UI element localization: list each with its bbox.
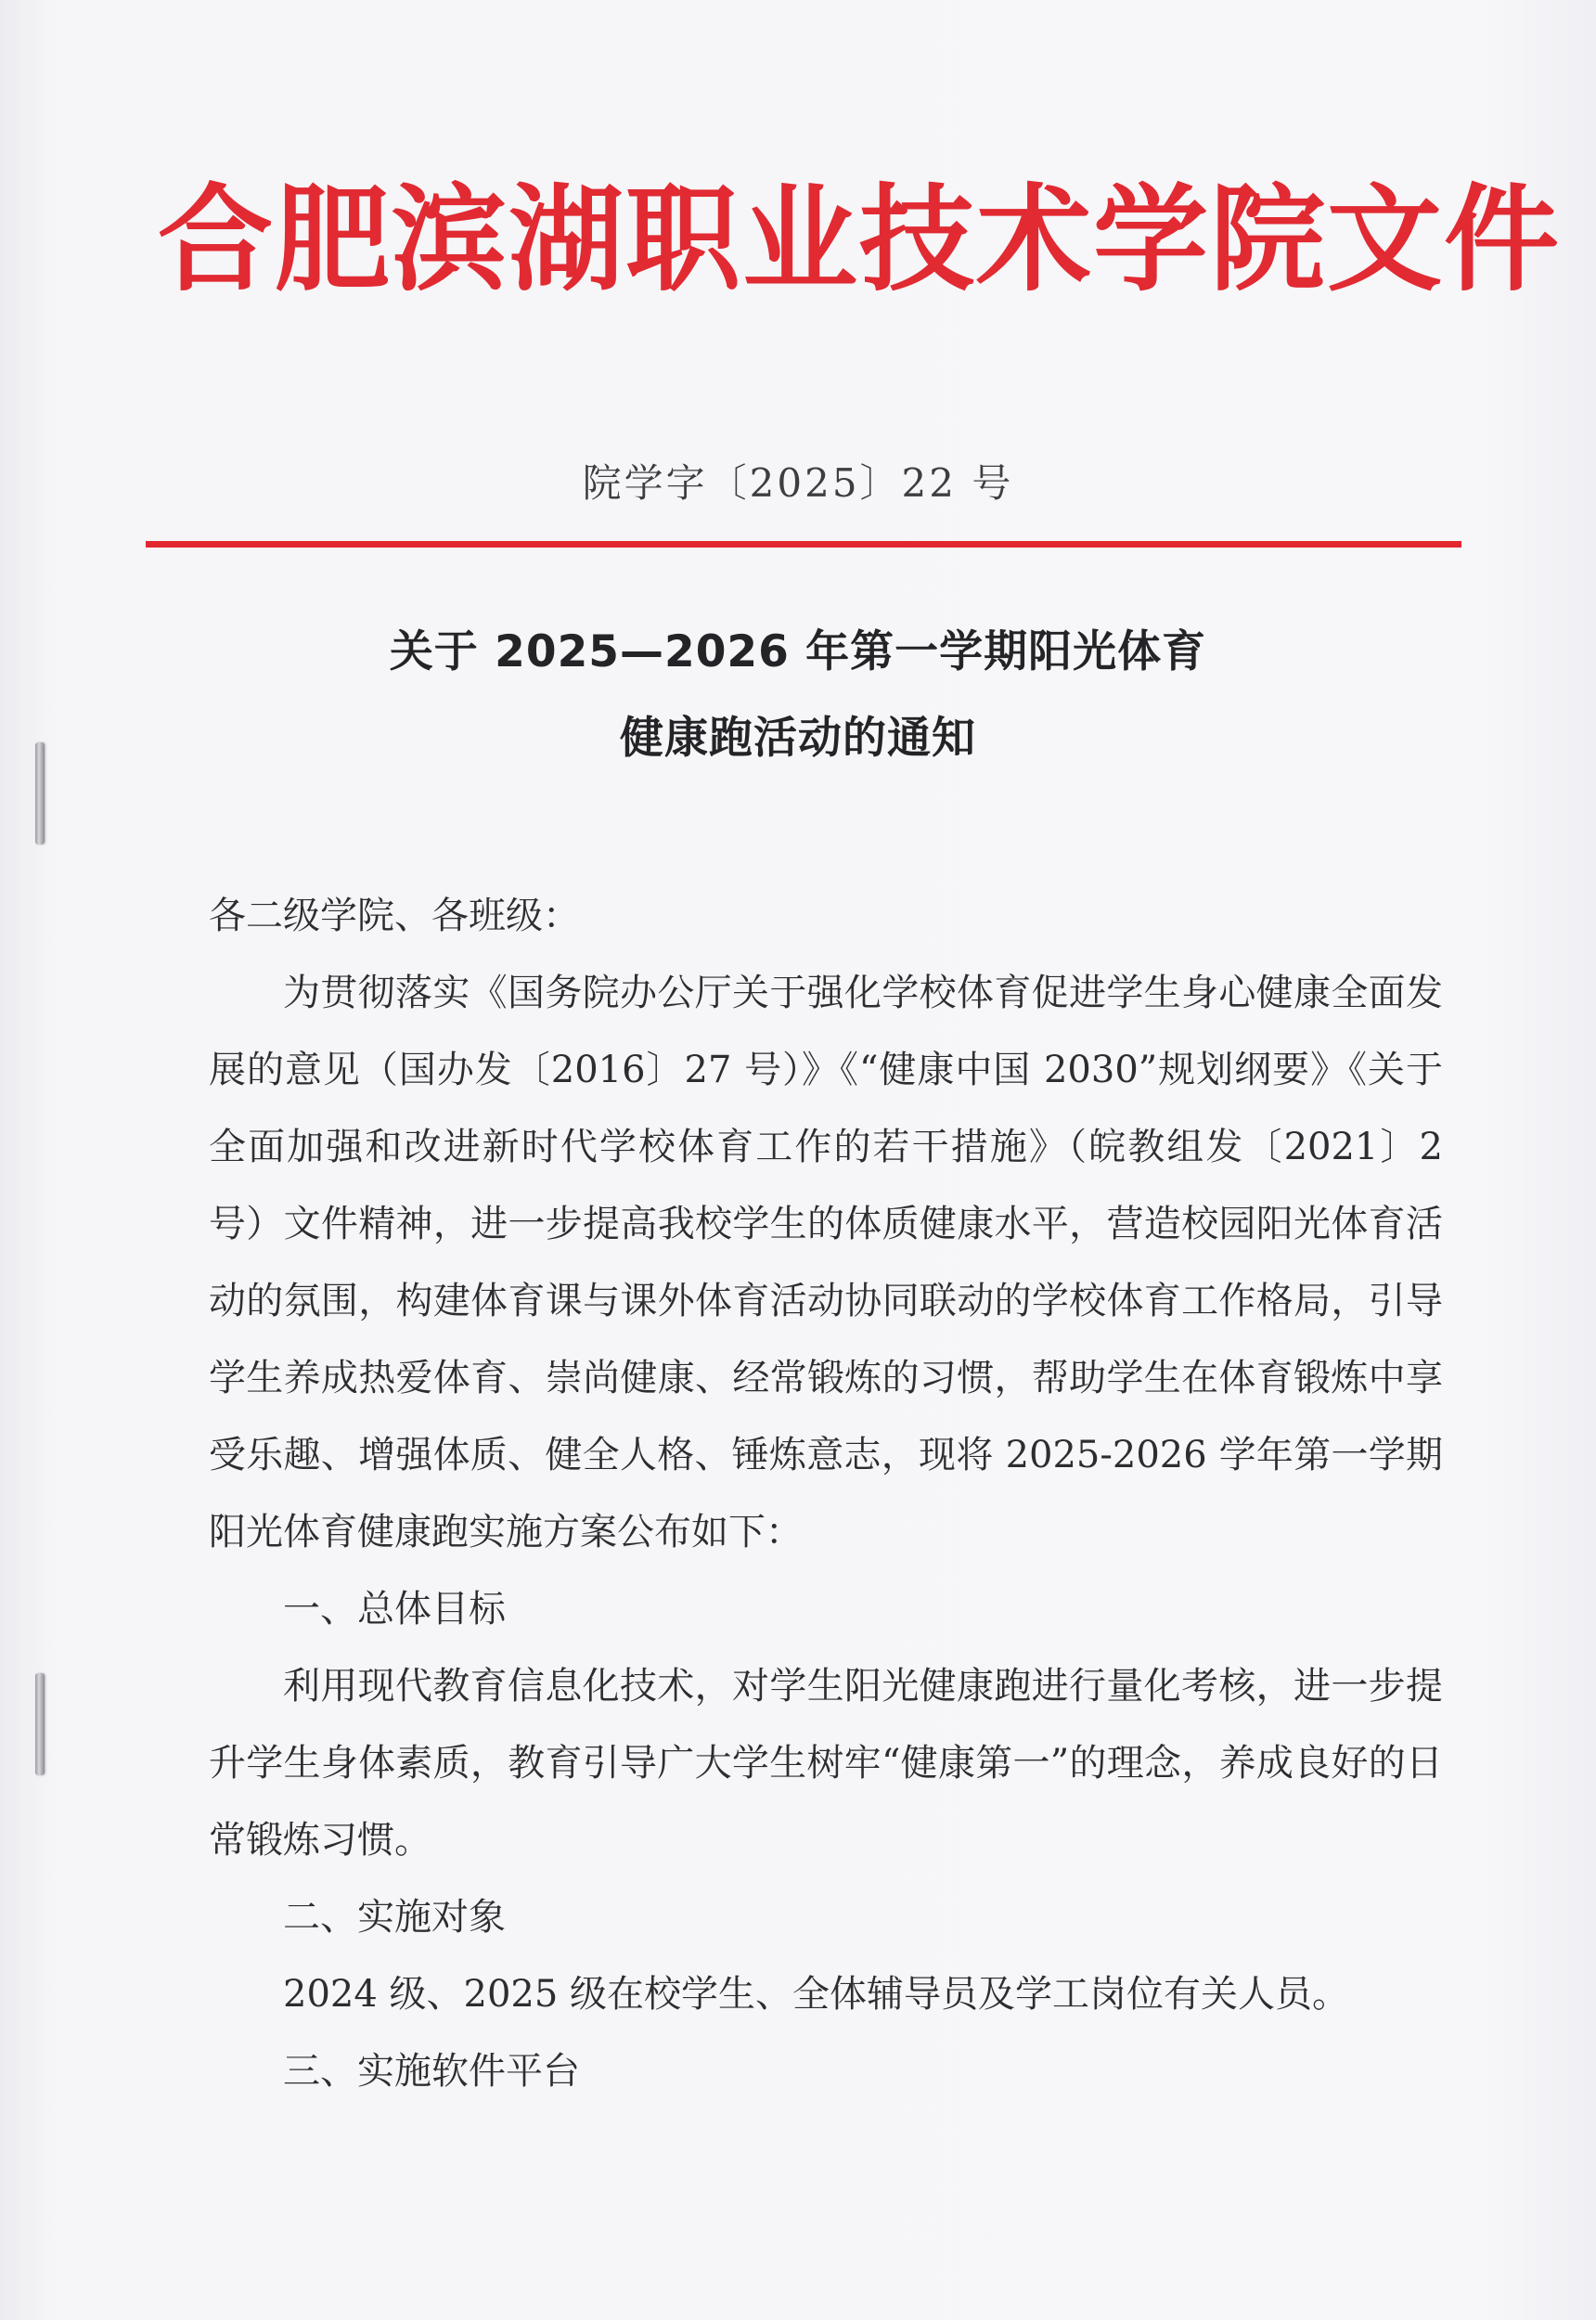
section-heading-goal: 一、总体目标 [283,1588,506,1630]
intro-paragraph: 为贯彻落实《国务院办公厅关于强化学校体育促进学生身心健康全面发展的意见（国办发〔2016〕27 号）》《“健康中国 2030”规划纲要》《关于全面加强和改进新时代学校体育工作的若干措施》（皖教组发〔2021〕2 号）文件精神，进一步提高我校学生的体质健康水平，营造校园阳光体育活动的氛围，构建体育课与课外体育活动协同联动的学校体育工作格局，引导学生养成热爱体育、崇尚健康、经常锻炼的习惯，帮助学生在体育锻炼中享受乐趣、增强体质、健全人格、锤炼意志，现将 2025-2026 学年第一学期阳光体育健康跑实施方案公布如下： [209,972,1443,1553]
notice-title-line-2: 健康跑活动的通知 [620,713,976,764]
staple-bottom [35,1673,45,1775]
notice-body [209,878,1443,2110]
section-heading-platform: 三、实施软件平台 [283,2050,580,2093]
red-divider-line [146,541,1461,548]
section-heading-target: 二、实施对象 [283,1896,506,1939]
salutation: 各二级学院、各班级： [209,895,580,937]
notice-title-line-1: 关于 2025—2026 年第一学期阳光体育 [389,626,1207,677]
document-masthead: 合肥滨湖职业技术学院文件 [158,173,1562,307]
section-text-goal: 利用现代教育信息化技术，对学生阳光健康跑进行量化考核，进一步提升学生身体素质，教育引导广大学生树牢“健康第一”的理念，养成良好的日常锻炼习惯。 [209,1665,1443,1862]
section-text-target: 2024 级、2025 级在校学生、全体辅导员及学工岗位有关人员。 [283,1973,1350,2016]
document-number: 院学字〔2025〕22 号 [582,460,1014,506]
